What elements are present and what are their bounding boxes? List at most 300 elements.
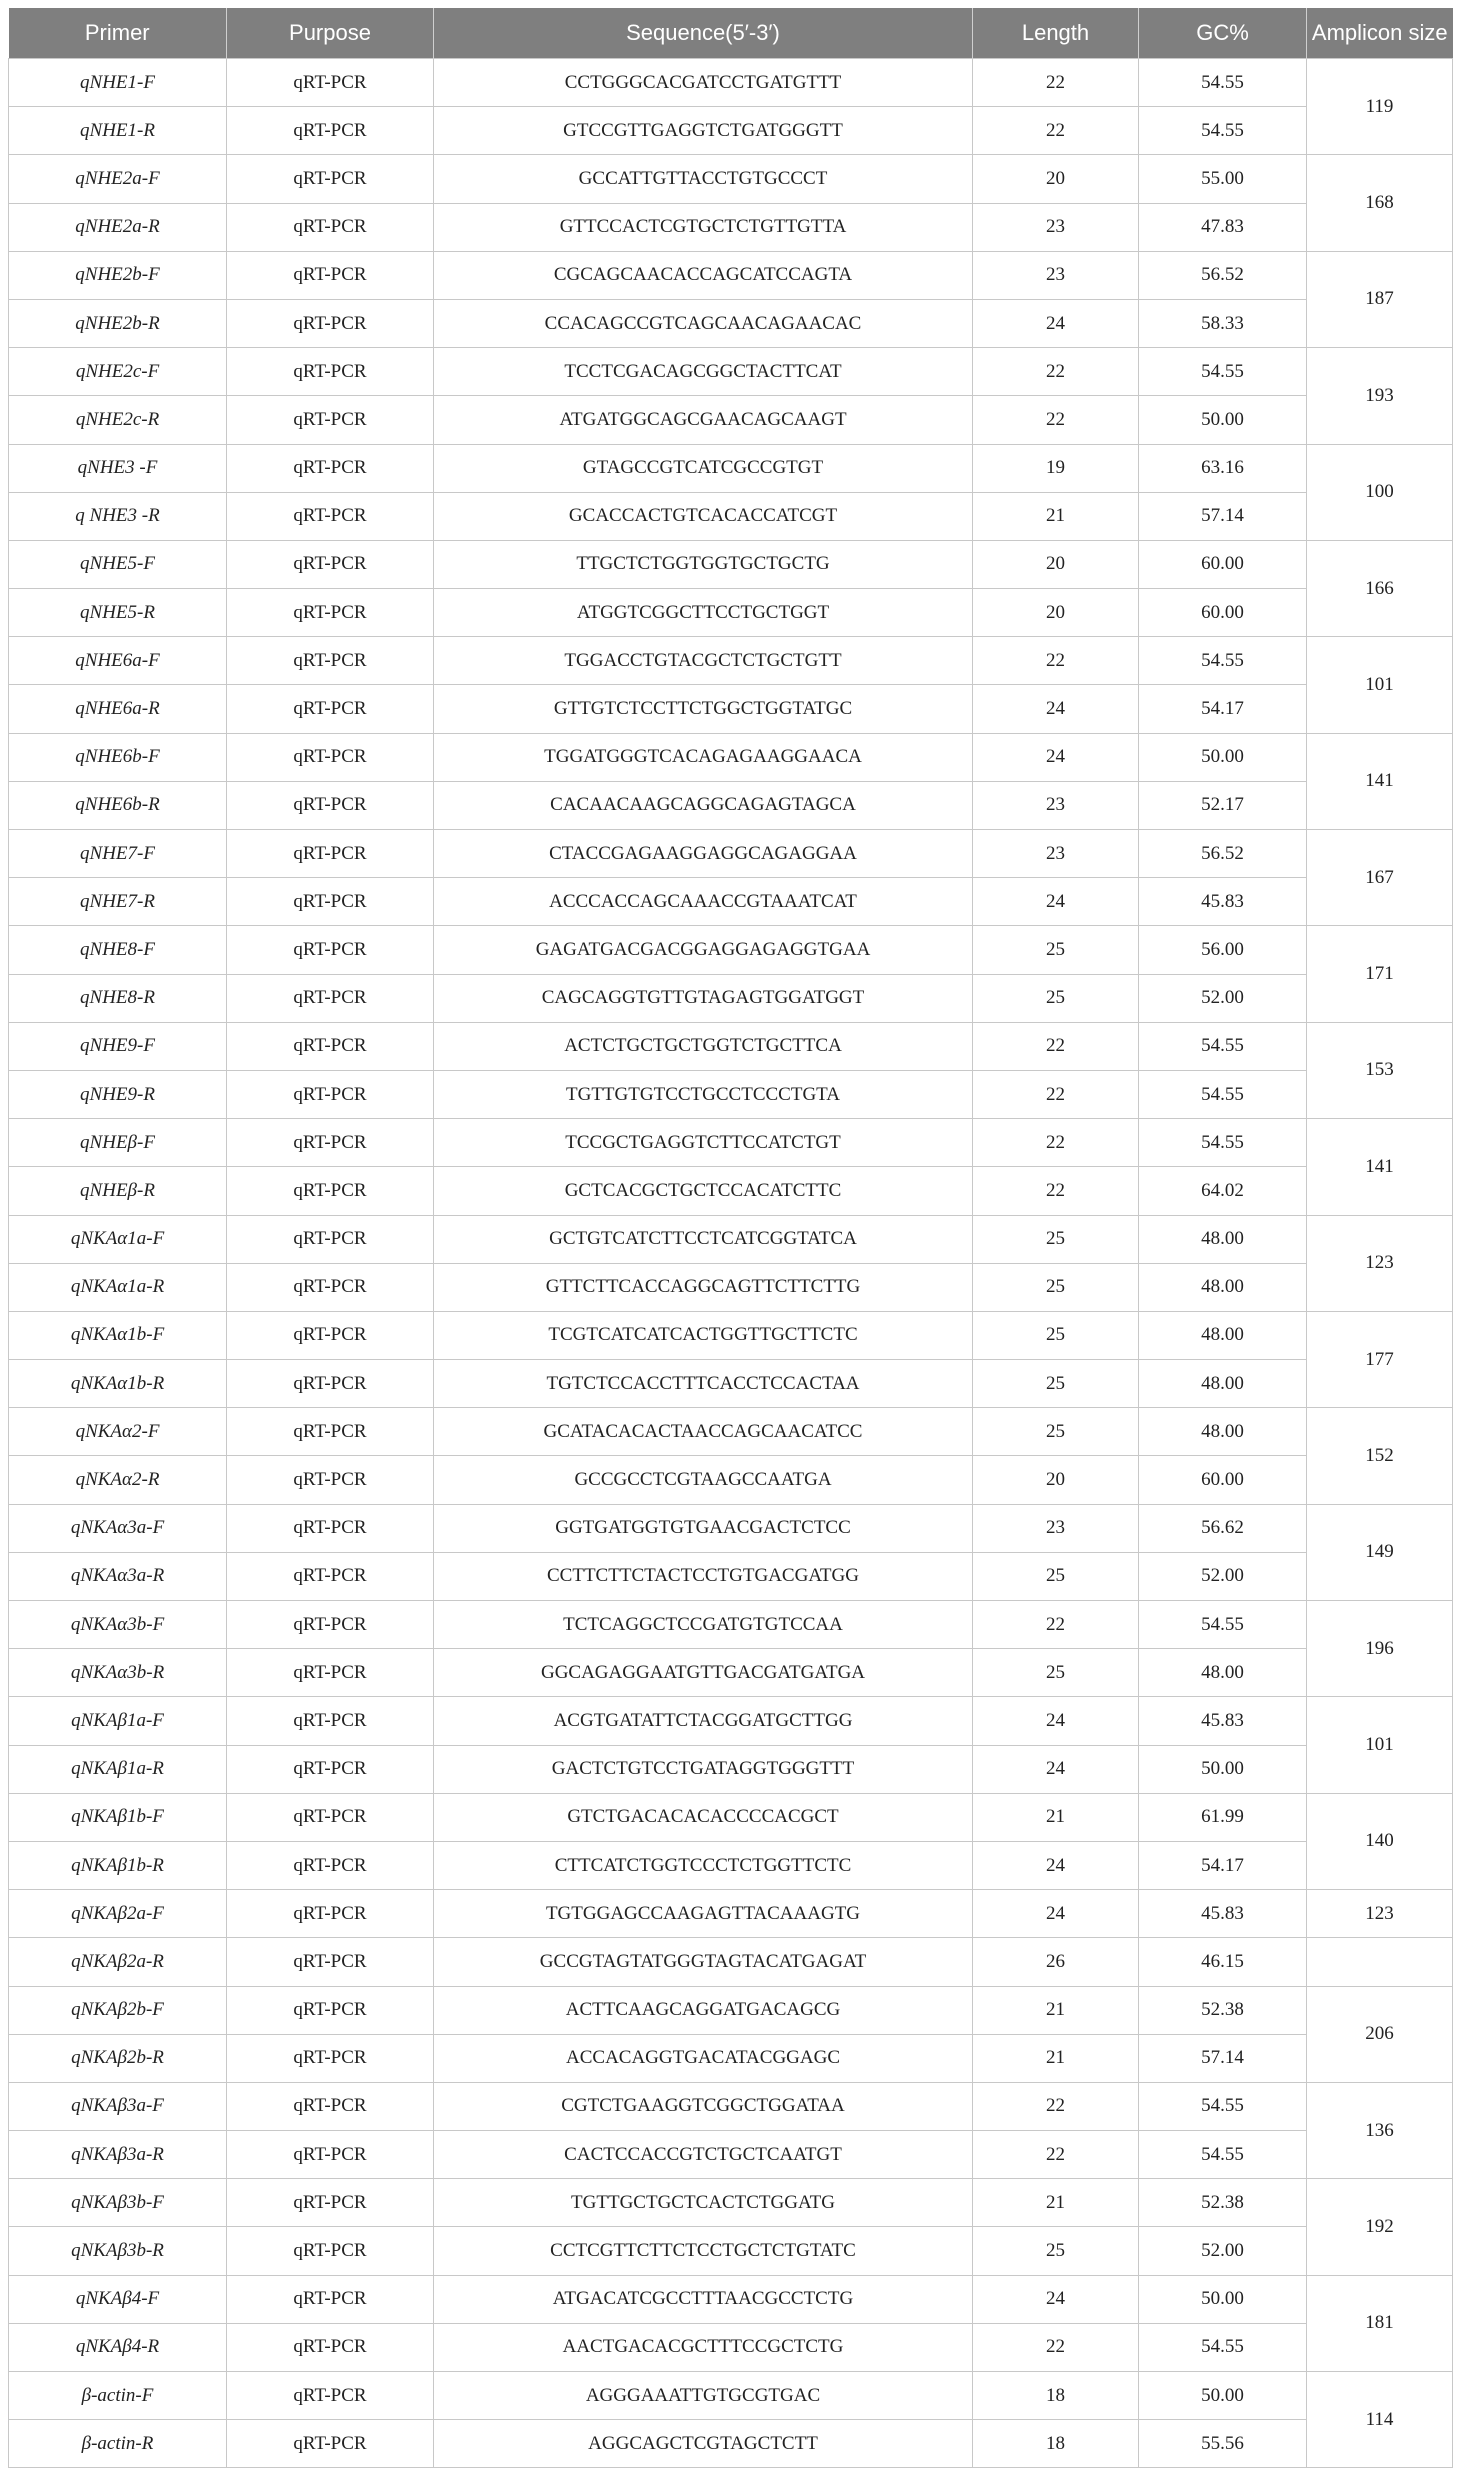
- primer-cell: qNHE2a-F: [9, 155, 227, 203]
- primer-cell: qNKAα3b-F: [9, 1601, 227, 1649]
- sequence-cell: GGTGATGGTGTGAACGACTCTCC: [434, 1504, 973, 1552]
- primer-cell: β-actin-F: [9, 2372, 227, 2420]
- purpose-cell: qRT-PCR: [227, 2179, 434, 2227]
- table-row: [9, 1552, 1453, 1600]
- sequence-cell: ATGACATCGCCTTTAACGCCTCTG: [434, 2275, 973, 2323]
- sequence-cell: ACGTGATATTCTACGGATGCTTGG: [434, 1697, 973, 1745]
- gc-cell: 54.55: [1139, 2323, 1307, 2371]
- purpose-cell: qRT-PCR: [227, 1841, 434, 1889]
- primer-cell: qNKAβ1b-F: [9, 1793, 227, 1841]
- primer-cell: qNKAβ3b-F: [9, 2179, 227, 2227]
- primer-table-container: [8, 8, 1452, 2468]
- table-row: [9, 1745, 1453, 1793]
- primer-cell: qNKAβ4-R: [9, 2323, 227, 2371]
- length-cell: 22: [973, 2131, 1139, 2179]
- purpose-cell: qRT-PCR: [227, 1890, 434, 1938]
- primer-cell: qNHEβ-R: [9, 1167, 227, 1215]
- amplicon-size-cell: 100: [1307, 444, 1453, 540]
- gc-cell: 60.00: [1139, 589, 1307, 637]
- gc-cell: 50.00: [1139, 2275, 1307, 2323]
- gc-cell: 56.52: [1139, 251, 1307, 299]
- gc-cell: 52.38: [1139, 2179, 1307, 2227]
- primer-cell: qNKAα2-F: [9, 1408, 227, 1456]
- sequence-cell: AGGCAGCTCGTAGCTCTT: [434, 2420, 973, 2468]
- length-cell: 26: [973, 1938, 1139, 1986]
- table-row: [9, 1890, 1453, 1938]
- gc-cell: 61.99: [1139, 1793, 1307, 1841]
- table-body: [9, 59, 1453, 2468]
- gc-cell: 52.00: [1139, 2227, 1307, 2275]
- length-cell: 23: [973, 203, 1139, 251]
- amplicon-size-cell: 153: [1307, 1022, 1453, 1118]
- primer-cell: qNHE5-R: [9, 589, 227, 637]
- primer-cell: qNHE9-R: [9, 1070, 227, 1118]
- sequence-cell: CGCAGCAACACCAGCATCCAGTA: [434, 251, 973, 299]
- sequence-cell: GCCGCCTCGTAAGCCAATGA: [434, 1456, 973, 1504]
- sequence-cell: TGGATGGGTCACAGAGAAGGAACA: [434, 733, 973, 781]
- sequence-cell: CACTCCACCGTCTGCTCAATGT: [434, 2131, 973, 2179]
- primer-cell: qNHE6a-F: [9, 637, 227, 685]
- table-row: [9, 1504, 1453, 1552]
- sequence-cell: CACAACAAGCAGGCAGAGTAGCA: [434, 781, 973, 829]
- amplicon-size-cell: 171: [1307, 926, 1453, 1022]
- gc-cell: 50.00: [1139, 1745, 1307, 1793]
- table-row: [9, 2131, 1453, 2179]
- sequence-cell: CGTCTGAAGGTCGGCTGGATAA: [434, 2082, 973, 2130]
- table-row: [9, 2372, 1453, 2420]
- header-sequence: Sequence(5′-3′): [434, 8, 973, 59]
- table-row: [9, 781, 1453, 829]
- amplicon-size-cell: 167: [1307, 830, 1453, 926]
- purpose-cell: qRT-PCR: [227, 1022, 434, 1070]
- purpose-cell: qRT-PCR: [227, 1649, 434, 1697]
- purpose-cell: qRT-PCR: [227, 2227, 434, 2275]
- primer-cell: qNHE2c-R: [9, 396, 227, 444]
- table-row: [9, 974, 1453, 1022]
- header-gc: GC%: [1139, 8, 1307, 59]
- sequence-cell: ATGATGGCAGCGAACAGCAAGT: [434, 396, 973, 444]
- purpose-cell: qRT-PCR: [227, 2372, 434, 2420]
- gc-cell: 48.00: [1139, 1360, 1307, 1408]
- gc-cell: 48.00: [1139, 1649, 1307, 1697]
- length-cell: 24: [973, 1841, 1139, 1889]
- primer-cell: β-actin-R: [9, 2420, 227, 2468]
- length-cell: 24: [973, 1697, 1139, 1745]
- length-cell: 21: [973, 492, 1139, 540]
- purpose-cell: qRT-PCR: [227, 1504, 434, 1552]
- sequence-cell: AGGGAAATTGTGCGTGAC: [434, 2372, 973, 2420]
- length-cell: 24: [973, 878, 1139, 926]
- purpose-cell: qRT-PCR: [227, 1070, 434, 1118]
- purpose-cell: qRT-PCR: [227, 2323, 434, 2371]
- purpose-cell: qRT-PCR: [227, 444, 434, 492]
- length-cell: 22: [973, 1070, 1139, 1118]
- length-cell: 22: [973, 348, 1139, 396]
- primer-cell: qNKAα1a-F: [9, 1215, 227, 1263]
- amplicon-size-cell: 123: [1307, 1890, 1453, 1938]
- amplicon-size-cell: 114: [1307, 2372, 1453, 2468]
- purpose-cell: qRT-PCR: [227, 1697, 434, 1745]
- gc-cell: 48.00: [1139, 1215, 1307, 1263]
- primer-cell: qNKAβ3b-R: [9, 2227, 227, 2275]
- primer-cell: qNKAβ2b-R: [9, 2034, 227, 2082]
- primer-cell: qNKAα3a-R: [9, 1552, 227, 1600]
- purpose-cell: qRT-PCR: [227, 107, 434, 155]
- purpose-cell: qRT-PCR: [227, 781, 434, 829]
- gc-cell: 56.00: [1139, 926, 1307, 974]
- gc-cell: 57.14: [1139, 2034, 1307, 2082]
- table-row: [9, 1986, 1453, 2034]
- table-row: [9, 1022, 1453, 1070]
- length-cell: 21: [973, 1986, 1139, 2034]
- sequence-cell: TGTGGAGCCAAGAGTTACAAAGTG: [434, 1890, 973, 1938]
- gc-cell: 54.55: [1139, 348, 1307, 396]
- table-row: [9, 830, 1453, 878]
- table-row: [9, 589, 1453, 637]
- length-cell: 25: [973, 1215, 1139, 1263]
- amplicon-size-cell: 193: [1307, 348, 1453, 444]
- purpose-cell: qRT-PCR: [227, 830, 434, 878]
- gc-cell: 46.15: [1139, 1938, 1307, 1986]
- amplicon-size-cell: 119: [1307, 59, 1453, 155]
- purpose-cell: qRT-PCR: [227, 1552, 434, 1600]
- sequence-cell: GCCATTGTTACCTGTGCCCT: [434, 155, 973, 203]
- table-row: [9, 155, 1453, 203]
- sequence-cell: GGCAGAGGAATGTTGACGATGATGA: [434, 1649, 973, 1697]
- amplicon-size-cell: 140: [1307, 1793, 1453, 1889]
- amplicon-size-cell: 187: [1307, 251, 1453, 347]
- length-cell: 25: [973, 926, 1139, 974]
- gc-cell: 54.17: [1139, 1841, 1307, 1889]
- primer-cell: qNHE2b-F: [9, 251, 227, 299]
- length-cell: 25: [973, 1311, 1139, 1359]
- length-cell: 24: [973, 685, 1139, 733]
- purpose-cell: qRT-PCR: [227, 1938, 434, 1986]
- purpose-cell: qRT-PCR: [227, 1793, 434, 1841]
- length-cell: 22: [973, 1601, 1139, 1649]
- primer-cell: qNKAβ1a-F: [9, 1697, 227, 1745]
- length-cell: 22: [973, 2323, 1139, 2371]
- primer-cell: qNHE2a-R: [9, 203, 227, 251]
- length-cell: 21: [973, 1793, 1139, 1841]
- sequence-cell: GCTCACGCTGCTCCACATCTTC: [434, 1167, 973, 1215]
- sequence-cell: CCTGGGCACGATCCTGATGTTT: [434, 59, 973, 107]
- table-row: [9, 1408, 1453, 1456]
- gc-cell: 54.55: [1139, 2082, 1307, 2130]
- sequence-cell: GAGATGACGACGGAGGAGAGGTGAA: [434, 926, 973, 974]
- primer-cell: qNHE8-F: [9, 926, 227, 974]
- primer-cell: qNHEβ-F: [9, 1119, 227, 1167]
- purpose-cell: qRT-PCR: [227, 1745, 434, 1793]
- purpose-cell: qRT-PCR: [227, 1456, 434, 1504]
- purpose-cell: qRT-PCR: [227, 251, 434, 299]
- table-row: [9, 444, 1453, 492]
- gc-cell: 45.83: [1139, 1697, 1307, 1745]
- gc-cell: 48.00: [1139, 1408, 1307, 1456]
- length-cell: 24: [973, 1890, 1139, 1938]
- sequence-cell: GCACCACTGTCACACCATCGT: [434, 492, 973, 540]
- gc-cell: 56.62: [1139, 1504, 1307, 1552]
- table-row: [9, 59, 1453, 107]
- length-cell: 25: [973, 2227, 1139, 2275]
- length-cell: 23: [973, 251, 1139, 299]
- sequence-cell: TTGCTCTGGTGGTGCTGCTG: [434, 540, 973, 588]
- length-cell: 25: [973, 974, 1139, 1022]
- table-row: [9, 1793, 1453, 1841]
- gc-cell: 56.52: [1139, 830, 1307, 878]
- table-row: [9, 1649, 1453, 1697]
- gc-cell: 52.00: [1139, 1552, 1307, 1600]
- amplicon-size-cell: [1307, 1938, 1453, 1986]
- gc-cell: 48.00: [1139, 1311, 1307, 1359]
- primer-cell: qNKAβ2a-R: [9, 1938, 227, 1986]
- length-cell: 20: [973, 1456, 1139, 1504]
- primer-cell: qNKAβ3a-F: [9, 2082, 227, 2130]
- primer-cell: qNHE5-F: [9, 540, 227, 588]
- table-row: [9, 2420, 1453, 2468]
- gc-cell: 48.00: [1139, 1263, 1307, 1311]
- length-cell: 25: [973, 1552, 1139, 1600]
- sequence-cell: CCTCGTTCTTCTCCTGCTCTGTATC: [434, 2227, 973, 2275]
- purpose-cell: qRT-PCR: [227, 396, 434, 444]
- sequence-cell: CTTCATCTGGTCCCTCTGGTTCTC: [434, 1841, 973, 1889]
- table-row: [9, 2179, 1453, 2227]
- table-row: [9, 492, 1453, 540]
- primer-table: [8, 8, 1453, 2468]
- purpose-cell: qRT-PCR: [227, 1408, 434, 1456]
- gc-cell: 54.55: [1139, 1119, 1307, 1167]
- table-row: [9, 1311, 1453, 1359]
- purpose-cell: qRT-PCR: [227, 1119, 434, 1167]
- primer-cell: qNHE3 -F: [9, 444, 227, 492]
- purpose-cell: qRT-PCR: [227, 926, 434, 974]
- table-row: [9, 926, 1453, 974]
- amplicon-size-cell: 166: [1307, 540, 1453, 636]
- sequence-cell: ATGGTCGGCTTCCTGCTGGT: [434, 589, 973, 637]
- primer-cell: qNHE2c-F: [9, 348, 227, 396]
- purpose-cell: qRT-PCR: [227, 203, 434, 251]
- primer-cell: qNHE1-R: [9, 107, 227, 155]
- length-cell: 24: [973, 2275, 1139, 2323]
- gc-cell: 54.55: [1139, 1022, 1307, 1070]
- purpose-cell: qRT-PCR: [227, 2131, 434, 2179]
- primer-cell: qNKAβ1b-R: [9, 1841, 227, 1889]
- length-cell: 22: [973, 396, 1139, 444]
- primer-cell: qNKAα3b-R: [9, 1649, 227, 1697]
- table-row: [9, 107, 1453, 155]
- amplicon-size-cell: 168: [1307, 155, 1453, 251]
- length-cell: 25: [973, 1360, 1139, 1408]
- length-cell: 25: [973, 1408, 1139, 1456]
- sequence-cell: GACTCTGTCCTGATAGGTGGGTTT: [434, 1745, 973, 1793]
- header-amplicon-size: Amplicon size: [1307, 8, 1453, 59]
- table-row: [9, 733, 1453, 781]
- table-row: [9, 1697, 1453, 1745]
- purpose-cell: qRT-PCR: [227, 2420, 434, 2468]
- primer-cell: qNKAα1b-F: [9, 1311, 227, 1359]
- length-cell: 22: [973, 637, 1139, 685]
- primer-cell: qNKAβ1a-R: [9, 1745, 227, 1793]
- length-cell: 22: [973, 1022, 1139, 1070]
- table-header-row: [9, 8, 1453, 59]
- sequence-cell: CTACCGAGAAGGAGGCAGAGGAA: [434, 830, 973, 878]
- sequence-cell: TGTTGCTGCTCACTCTGGATG: [434, 2179, 973, 2227]
- primer-cell: q NHE3 -R: [9, 492, 227, 540]
- length-cell: 21: [973, 2179, 1139, 2227]
- table-row: [9, 1167, 1453, 1215]
- purpose-cell: qRT-PCR: [227, 2082, 434, 2130]
- primer-cell: qNKAα1a-R: [9, 1263, 227, 1311]
- amplicon-size-cell: 196: [1307, 1601, 1453, 1697]
- primer-cell: qNKAα2-R: [9, 1456, 227, 1504]
- primer-cell: qNKAα1b-R: [9, 1360, 227, 1408]
- header-length: Length: [973, 8, 1139, 59]
- gc-cell: 55.00: [1139, 155, 1307, 203]
- purpose-cell: qRT-PCR: [227, 878, 434, 926]
- gc-cell: 57.14: [1139, 492, 1307, 540]
- amplicon-size-cell: 136: [1307, 2082, 1453, 2178]
- purpose-cell: qRT-PCR: [227, 733, 434, 781]
- length-cell: 23: [973, 830, 1139, 878]
- sequence-cell: GTCCGTTGAGGTCTGATGGGTT: [434, 107, 973, 155]
- table-row: [9, 540, 1453, 588]
- purpose-cell: qRT-PCR: [227, 1311, 434, 1359]
- primer-cell: qNHE8-R: [9, 974, 227, 1022]
- sequence-cell: GTTGTCTCCTTCTGGCTGGTATGC: [434, 685, 973, 733]
- gc-cell: 54.55: [1139, 59, 1307, 107]
- purpose-cell: qRT-PCR: [227, 685, 434, 733]
- gc-cell: 52.38: [1139, 1986, 1307, 2034]
- length-cell: 24: [973, 1745, 1139, 1793]
- sequence-cell: TCCTCGACAGCGGCTACTTCAT: [434, 348, 973, 396]
- amplicon-size-cell: 181: [1307, 2275, 1453, 2371]
- purpose-cell: qRT-PCR: [227, 492, 434, 540]
- primer-cell: qNHE6a-R: [9, 685, 227, 733]
- table-row: [9, 2082, 1453, 2130]
- gc-cell: 60.00: [1139, 1456, 1307, 1504]
- purpose-cell: qRT-PCR: [227, 1601, 434, 1649]
- table-row: [9, 396, 1453, 444]
- table-row: [9, 1263, 1453, 1311]
- purpose-cell: qRT-PCR: [227, 1986, 434, 2034]
- amplicon-size-cell: 101: [1307, 1697, 1453, 1793]
- amplicon-size-cell: 141: [1307, 733, 1453, 829]
- amplicon-size-cell: 101: [1307, 637, 1453, 733]
- table-row: [9, 1360, 1453, 1408]
- table-row: [9, 685, 1453, 733]
- length-cell: 22: [973, 2082, 1139, 2130]
- length-cell: 25: [973, 1649, 1139, 1697]
- length-cell: 18: [973, 2420, 1139, 2468]
- purpose-cell: qRT-PCR: [227, 637, 434, 685]
- table-row: [9, 1215, 1453, 1263]
- table-row: [9, 348, 1453, 396]
- table-row: [9, 2034, 1453, 2082]
- gc-cell: 55.56: [1139, 2420, 1307, 2468]
- purpose-cell: qRT-PCR: [227, 2275, 434, 2323]
- sequence-cell: GCTGTCATCTTCCTCATCGGTATCA: [434, 1215, 973, 1263]
- sequence-cell: GTTCCACTCGTGCTCTGTTGTTA: [434, 203, 973, 251]
- sequence-cell: ACTTCAAGCAGGATGACAGCG: [434, 1986, 973, 2034]
- purpose-cell: qRT-PCR: [227, 1215, 434, 1263]
- purpose-cell: qRT-PCR: [227, 1263, 434, 1311]
- gc-cell: 54.55: [1139, 637, 1307, 685]
- gc-cell: 50.00: [1139, 396, 1307, 444]
- length-cell: 23: [973, 781, 1139, 829]
- gc-cell: 54.55: [1139, 107, 1307, 155]
- sequence-cell: GTCTGACACACACCCCACGCT: [434, 1793, 973, 1841]
- primer-cell: qNKAβ2a-F: [9, 1890, 227, 1938]
- sequence-cell: CCACAGCCGTCAGCAACAGAACAC: [434, 299, 973, 347]
- primer-cell: qNHE2b-R: [9, 299, 227, 347]
- sequence-cell: GCATACACACTAACCAGCAACATCC: [434, 1408, 973, 1456]
- purpose-cell: qRT-PCR: [227, 59, 434, 107]
- table-row: [9, 2275, 1453, 2323]
- primer-cell: qNKAβ3a-R: [9, 2131, 227, 2179]
- length-cell: 20: [973, 540, 1139, 588]
- purpose-cell: qRT-PCR: [227, 1360, 434, 1408]
- sequence-cell: ACCCACCAGCAAACCGTAAATCAT: [434, 878, 973, 926]
- sequence-cell: CAGCAGGTGTTGTAGAGTGGATGGT: [434, 974, 973, 1022]
- sequence-cell: TGTCTCCACCTTTCACCTCCACTAA: [434, 1360, 973, 1408]
- gc-cell: 52.00: [1139, 974, 1307, 1022]
- table-row: [9, 1119, 1453, 1167]
- gc-cell: 64.02: [1139, 1167, 1307, 1215]
- table-row: [9, 251, 1453, 299]
- gc-cell: 45.83: [1139, 878, 1307, 926]
- sequence-cell: GTTCTTCACCAGGCAGTTCTTCTTG: [434, 1263, 973, 1311]
- primer-cell: qNKAβ2b-F: [9, 1986, 227, 2034]
- length-cell: 22: [973, 1167, 1139, 1215]
- primer-cell: qNHE1-F: [9, 59, 227, 107]
- header-primer: Primer: [9, 8, 227, 59]
- length-cell: 22: [973, 1119, 1139, 1167]
- table-row: [9, 2227, 1453, 2275]
- gc-cell: 54.17: [1139, 685, 1307, 733]
- amplicon-size-cell: 123: [1307, 1215, 1453, 1311]
- length-cell: 20: [973, 155, 1139, 203]
- gc-cell: 50.00: [1139, 733, 1307, 781]
- primer-cell: qNHE6b-R: [9, 781, 227, 829]
- gc-cell: 47.83: [1139, 203, 1307, 251]
- table-row: [9, 1938, 1453, 1986]
- length-cell: 20: [973, 589, 1139, 637]
- length-cell: 22: [973, 59, 1139, 107]
- purpose-cell: qRT-PCR: [227, 1167, 434, 1215]
- sequence-cell: CCTTCTTCTACTCCTGTGACGATGG: [434, 1552, 973, 1600]
- length-cell: 24: [973, 299, 1139, 347]
- gc-cell: 60.00: [1139, 540, 1307, 588]
- length-cell: 23: [973, 1504, 1139, 1552]
- length-cell: 18: [973, 2372, 1139, 2420]
- length-cell: 21: [973, 2034, 1139, 2082]
- sequence-cell: TCTCAGGCTCCGATGTGTCCAA: [434, 1601, 973, 1649]
- primer-cell: qNKAα3a-F: [9, 1504, 227, 1552]
- table-row: [9, 1841, 1453, 1889]
- gc-cell: 52.17: [1139, 781, 1307, 829]
- sequence-cell: ACCACAGGTGACATACGGAGC: [434, 2034, 973, 2082]
- length-cell: 22: [973, 107, 1139, 155]
- length-cell: 25: [973, 1263, 1139, 1311]
- table-row: [9, 1456, 1453, 1504]
- primer-cell: qNKAβ4-F: [9, 2275, 227, 2323]
- primer-cell: qNHE6b-F: [9, 733, 227, 781]
- sequence-cell: ACTCTGCTGCTGGTCTGCTTCA: [434, 1022, 973, 1070]
- primer-cell: qNHE9-F: [9, 1022, 227, 1070]
- primer-cell: qNHE7-F: [9, 830, 227, 878]
- purpose-cell: qRT-PCR: [227, 540, 434, 588]
- table-row: [9, 637, 1453, 685]
